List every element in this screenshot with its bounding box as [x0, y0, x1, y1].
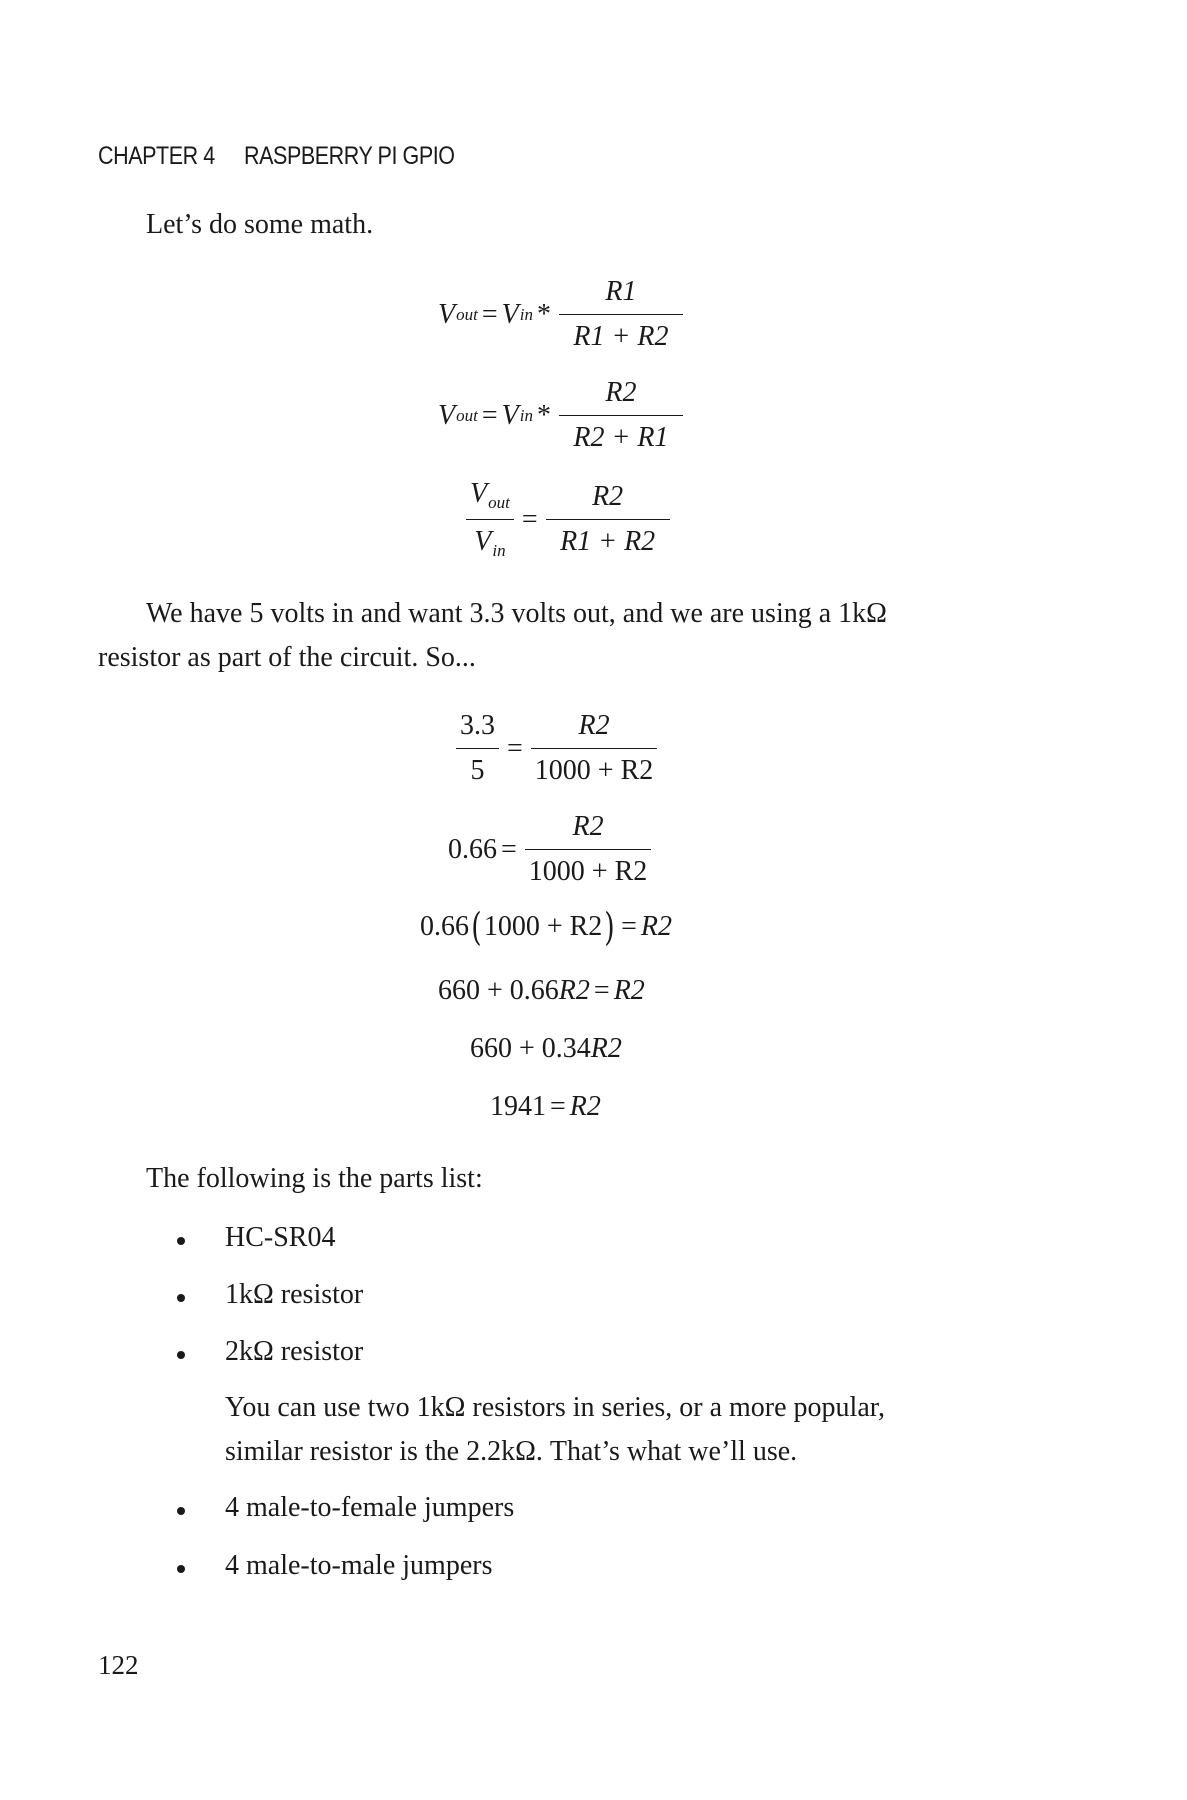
bullet-icon — [177, 1294, 185, 1302]
fraction: $\frac{R2}{R1 + R2}$ — [546, 481, 670, 558]
equation-3-3-over-5: $\frac{3.3}{5}$ = $\frac{R2}{1000 + R2}$ — [452, 710, 661, 787]
equation-ratio: $\frac{V_{out}}{V_{in}}$ = $\frac{R2}{R1 + R2}$ — [462, 478, 674, 561]
resistor-note-line-1: You can use two 1kΩ resistors in series, or a more popular, — [225, 1392, 885, 1423]
resistor-note-line-2: similar resistor is the 2.2kΩ. That’s what we’ll use. — [225, 1436, 798, 1467]
bullet-icon — [177, 1237, 185, 1245]
equation-660-plus-066: 660 + 0.66 R2 = R2 — [438, 975, 645, 1006]
fraction: $\frac{R2}{R2 + R1}$ — [559, 377, 683, 454]
list-item: 2kΩ resistor — [225, 1336, 364, 1367]
list-item: 4 male-to-male jumpers — [225, 1550, 493, 1581]
fraction: $\frac{R2}{1000 + R2}$ — [525, 811, 651, 888]
list-item: 1kΩ resistor — [225, 1279, 364, 1310]
equation-vout-r1: V out = V in * $\frac{R1}{R1 + R2}$ — [438, 276, 687, 353]
parts-intro: The following is the parts list: — [146, 1163, 483, 1194]
bullet-icon — [177, 1507, 185, 1515]
fraction-vout-vin: $\frac{V_{out}}{V_{in}}$ — [466, 478, 514, 561]
page-number: 122 — [98, 1650, 139, 1680]
fraction-3-3-5: $\frac{3.3}{5}$ — [456, 710, 499, 787]
list-item: HC-SR04 — [225, 1222, 336, 1253]
running-header — [98, 142, 455, 171]
chapter-number: CHAPTER 4 — [98, 142, 215, 170]
equation-expanded: 0.66 ( 1000 + R2 ) = R2 — [420, 905, 673, 949]
intro-paragraph: Let’s do some math. — [146, 209, 374, 240]
fraction: $\frac{R1}{R1 + R2}$ — [559, 276, 683, 353]
list-item: 4 male-to-female jumpers — [225, 1492, 515, 1523]
equation-result: 1941 = R2 — [490, 1091, 601, 1122]
paragraph-line-1: We have 5 volts in and want 3.3 volts out, and we are using a 1kΩ — [146, 598, 887, 629]
fraction: $\frac{R2}{1000 + R2}$ — [531, 710, 657, 787]
equation-0-66: 0.66 = $\frac{R2}{1000 + R2}$ — [448, 811, 655, 888]
bullet-icon — [177, 1565, 185, 1573]
bullet-icon — [177, 1351, 185, 1359]
equation-660-plus-034: 660 + 0.34 R2 — [470, 1033, 622, 1064]
paragraph-line-2: resistor as part of the circuit. So... — [98, 642, 476, 673]
equation-vout-r2: V out = V in * $\frac{R2}{R2 + R1}$ — [438, 377, 687, 454]
chapter-title: RASPBERRY PI GPIO — [244, 142, 455, 170]
